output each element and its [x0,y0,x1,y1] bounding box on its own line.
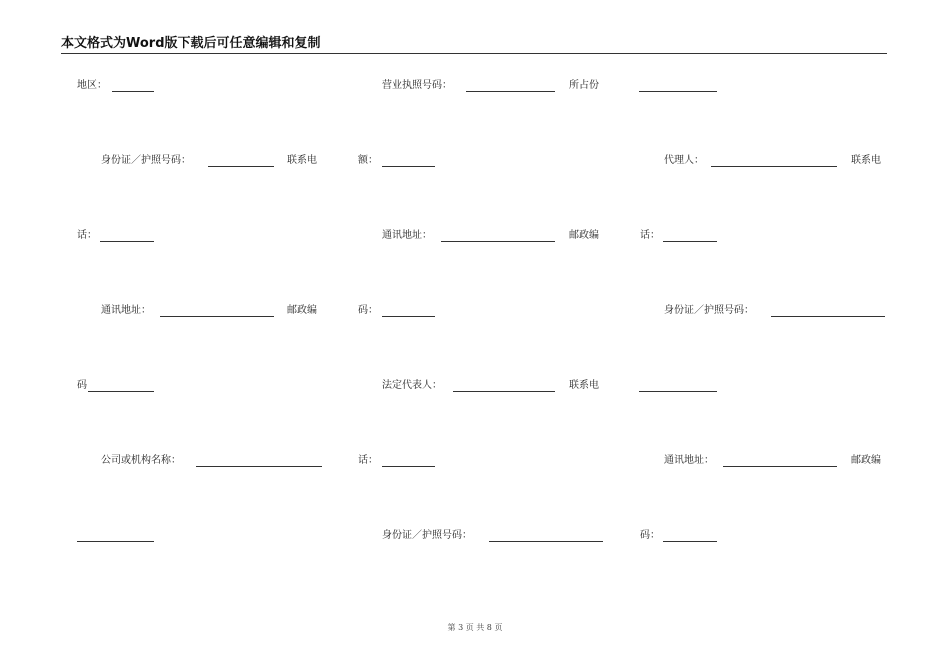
blank-line-id-passport-3[interactable] [489,541,603,542]
field-label-phone: 话： [77,230,97,241]
field-label-id-passport: 身份证／护照号码： [101,155,191,166]
blank-line-agent[interactable] [711,166,837,167]
field-label-id-passport-3: 身份证／护照号码： [382,530,472,541]
blank-line-company-name[interactable] [196,466,322,467]
header-title: 本文格式为Word版下载后可任意编辑和复制 [61,36,321,51]
blank-line-code[interactable] [382,316,435,317]
field-label-contact-phone-2: 联系电 [851,155,881,166]
blank-line-phone-2[interactable] [663,241,717,242]
field-label-code: 码： [358,305,378,316]
page-header [61,36,887,54]
field-label-contact-phone-3: 联系电 [569,380,599,391]
field-label-code-2: 码 [77,380,87,391]
field-label-postal-code-2: 邮政编 [287,305,317,316]
blank-line-address[interactable] [441,241,555,242]
blank-line-postal-code-3[interactable] [77,541,154,542]
blank-line-address-3[interactable] [723,466,837,467]
field-label-amount: 额： [358,155,378,166]
field-label-phone-3: 话： [358,455,378,466]
blank-line-contact-phone-3[interactable] [639,391,717,392]
blank-line-id-passport[interactable] [208,166,274,167]
blank-line-code-2[interactable] [88,391,154,392]
blank-line-phone-3[interactable] [382,466,435,467]
field-label-legal-representative: 法定代表人： [382,380,442,391]
field-label-postal-code-3: 邮政编 [851,455,881,466]
blank-line-id-passport-2[interactable] [771,316,885,317]
field-label-company-name: 公司或机构名称： [101,455,181,466]
blank-line-legal-representative[interactable] [453,391,555,392]
field-label-contact-phone: 联系电 [287,155,317,166]
field-label-code-3: 码： [640,530,660,541]
field-label-region: 地区： [77,80,107,91]
field-label-postal-code: 邮政编 [569,230,599,241]
blank-line-code-3[interactable] [663,541,717,542]
field-label-agent: 代理人： [664,155,704,166]
blank-line-amount[interactable] [382,166,435,167]
field-label-phone-2: 话： [640,230,660,241]
blank-line-region[interactable] [112,91,154,92]
blank-line-share-percent[interactable] [639,91,717,92]
blank-line-business-license[interactable] [466,91,555,92]
field-label-share-percent: 所占份 [569,80,599,91]
blank-line-phone[interactable] [100,241,154,242]
blank-line-address-2[interactable] [160,316,274,317]
page-number: 第 3 页 共 8 页 [447,623,503,632]
field-label-id-passport-2: 身份证／护照号码： [664,305,754,316]
field-label-business-license: 营业执照号码： [382,80,452,91]
field-label-address: 通讯地址： [382,230,432,241]
field-label-address-2: 通讯地址： [101,305,151,316]
field-label-address-3: 通讯地址： [664,455,714,466]
